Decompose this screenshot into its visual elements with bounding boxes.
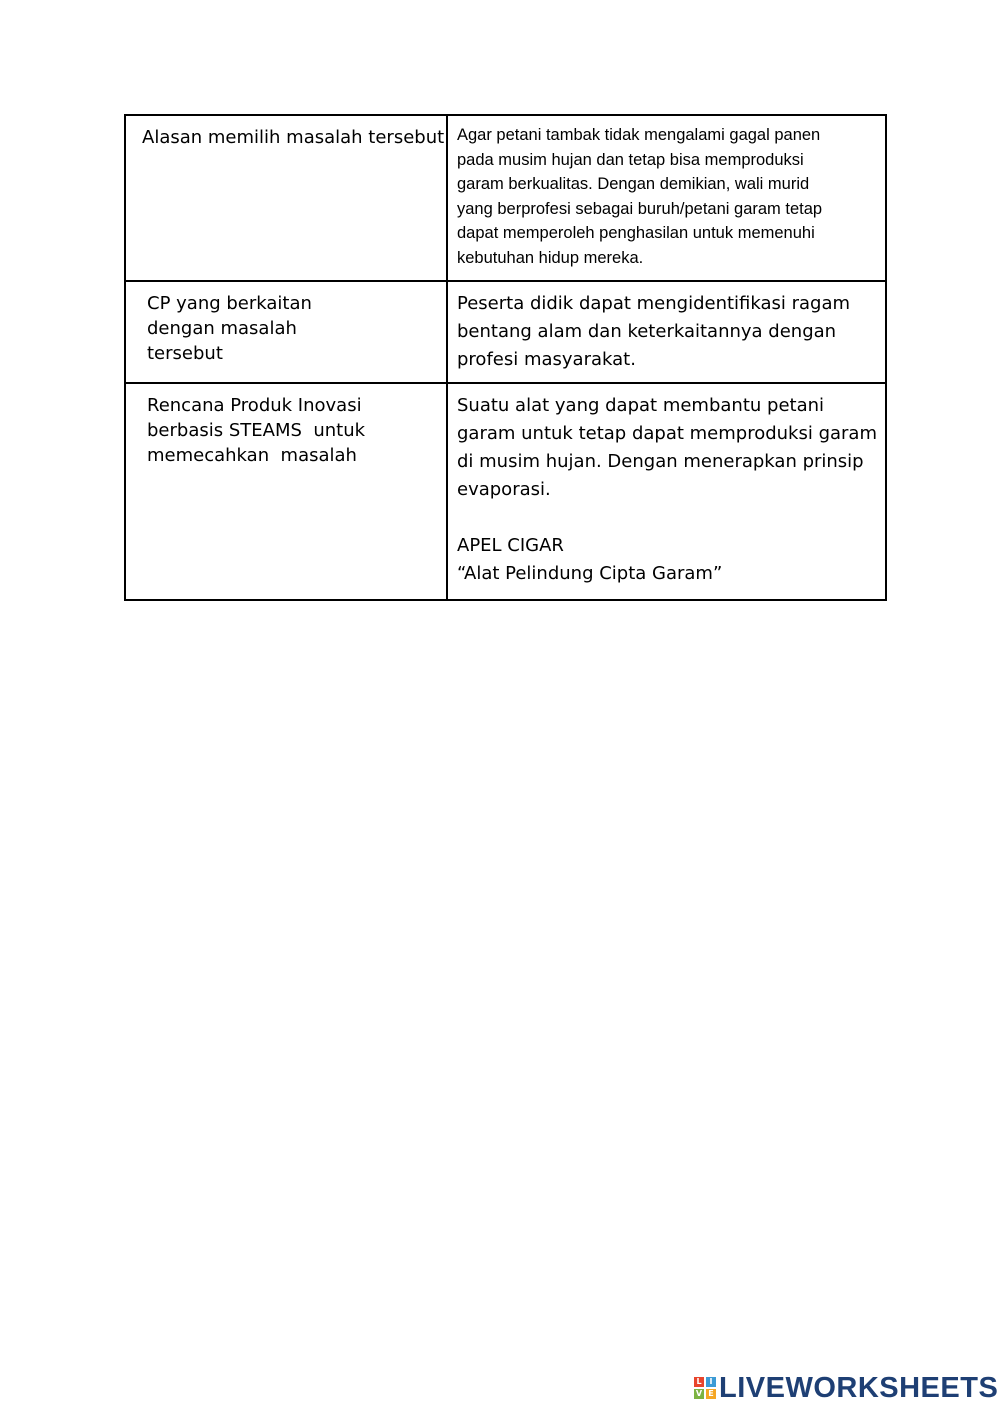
label-line: dengan masalah xyxy=(147,318,297,339)
content-line: evaporasi. xyxy=(457,479,551,500)
content-line: dapat memperoleh penghasilan untuk memenuhi xyxy=(457,224,815,242)
content-line: garam berkualitas. Dengan demikian, wali murid xyxy=(457,175,810,193)
logo-icon xyxy=(694,1377,716,1399)
content-line: kebutuhan hidup mereka. xyxy=(457,248,644,267)
content-line: garam untuk tetap dapat memproduksi garam xyxy=(457,423,877,444)
product-tagline: “Alat Pelindung Cipta Garam” xyxy=(457,563,723,584)
label-line: CP yang berkaitan xyxy=(147,293,312,314)
logo-letter: I xyxy=(706,1377,716,1387)
row-label-cp xyxy=(126,282,448,382)
content-line: yang berprofesi sebagai buruh/petani garam tetap xyxy=(457,199,823,218)
row-content-rencana xyxy=(448,384,885,599)
row-content-cp xyxy=(448,282,885,382)
logo-letter: L xyxy=(694,1377,704,1387)
info-table xyxy=(124,114,887,601)
logo-letter: E xyxy=(706,1389,716,1399)
logo-text: LIVEWORKSHEETS xyxy=(719,1372,999,1404)
content-line: profesi masyarakat. xyxy=(457,349,636,370)
table-row xyxy=(126,116,885,282)
label-line: Alasan memilih masalah tersebut xyxy=(142,127,445,148)
table-row xyxy=(126,384,885,599)
row-label-rencana xyxy=(126,384,448,599)
spacer xyxy=(457,504,879,532)
content-line: bentang alam dan keterkaitannya dengan xyxy=(457,321,837,342)
label-line: tersebut xyxy=(147,343,223,364)
row-label-alasan xyxy=(126,116,448,280)
label-line: Rencana Produk Inovasi xyxy=(147,395,362,416)
liveworksheets-logo xyxy=(694,1373,998,1403)
content-line: Agar petani tambak tidak mengalami gagal panen xyxy=(457,126,821,144)
content-line: Suatu alat yang dapat membantu petani xyxy=(457,395,825,416)
row-content-alasan xyxy=(448,116,885,280)
label-line: memecahkan masalah xyxy=(147,445,357,466)
content-line: Peserta didik dapat mengidentifikasi ragam xyxy=(457,293,851,314)
content-line: di musim hujan. Dengan menerapkan prinsip xyxy=(457,451,864,472)
logo-letter: V xyxy=(695,1389,703,1398)
table-row xyxy=(126,282,885,384)
product-name: APEL CIGAR xyxy=(457,535,564,556)
label-line: berbasis STEAMS untuk xyxy=(147,420,366,441)
content-line: pada musim hujan dan tetap bisa memproduksi xyxy=(457,150,804,169)
